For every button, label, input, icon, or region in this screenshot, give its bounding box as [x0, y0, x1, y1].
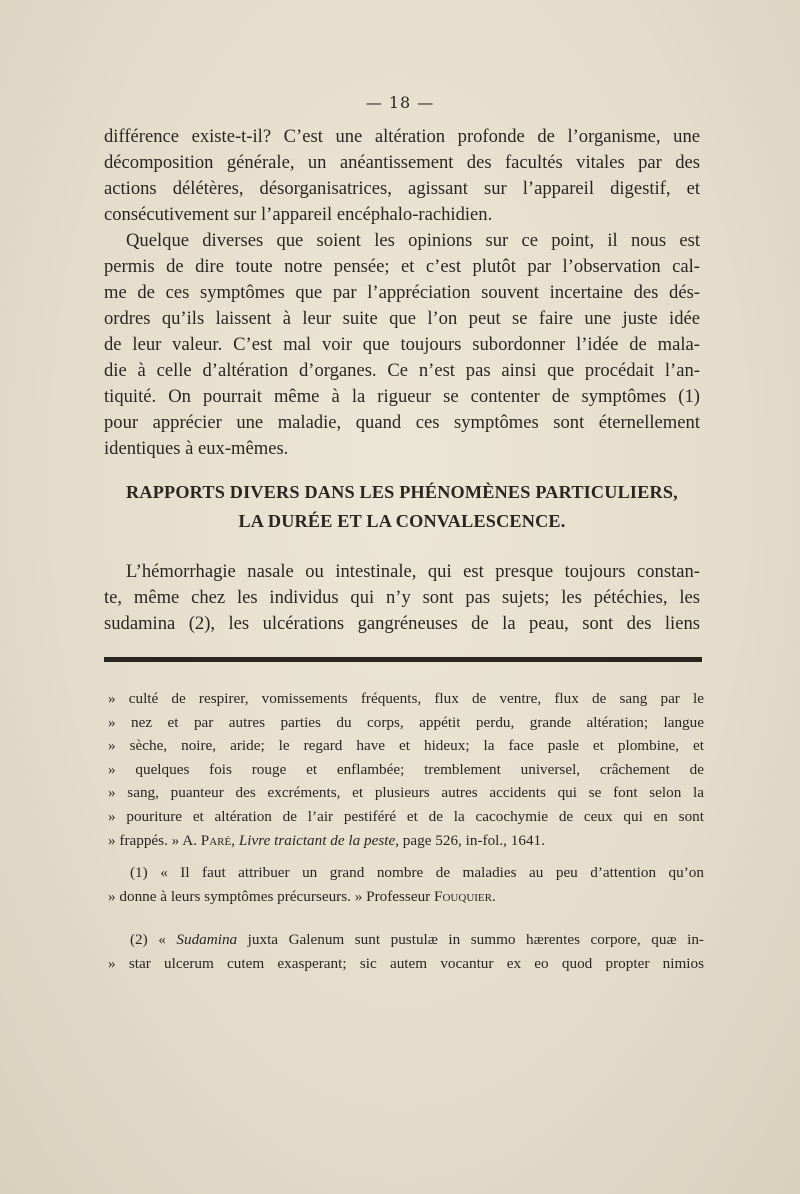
footnote-continuation-line: » pouriture et altération de l’air pestiféré et de la cacochymie de ceux qui en sont — [108, 807, 704, 825]
footnote-book-title: Livre traictant de la peste — [238, 831, 396, 849]
paragraph-2-line: ordres qu’ils laissent à leur suite que l’on peut se faire une juste idée — [104, 308, 700, 329]
section-heading — [104, 478, 700, 536]
footnote-last-sep: , — [231, 831, 239, 849]
footnote-2-marker: (2) « — [130, 931, 177, 948]
footnote-author-pare: Paré — [200, 831, 232, 849]
footnote-1 — [108, 861, 704, 908]
footnote-continuation-line: » culté de respirer, vomissements fréquents, flux de ventre, flux de sang par le — [108, 690, 704, 707]
footnote-continuation — [108, 687, 704, 829]
footnote-1-author: Fouquier — [434, 887, 492, 905]
paragraph-1-line: différence existe-t-il? C’est une altération profonde de l’organisme, une — [104, 126, 700, 147]
paragraph-2-line: die à celle d’altération d’organes. Ce n’est pas ainsi que procédait l’an- — [104, 360, 700, 381]
footnote-rule — [104, 657, 702, 662]
page-number: — 18 — — [365, 93, 435, 112]
paragraph-1 — [104, 124, 700, 228]
section-heading-line-2: LA DURÉE ET LA CONVALESCENCE. — [238, 511, 566, 531]
paragraph-2-line: tiquité. On pourrait même à la rigueur se contenter de symptômes (1) — [104, 386, 700, 407]
paragraph-3 — [104, 559, 700, 637]
footnote-1-end: . — [492, 887, 496, 905]
paragraph-2-line: identiques à eux-mêmes. — [104, 438, 289, 459]
footnote-2-line-1: juxta Galenum sunt pustulæ in summo hærentes corpore, quæ in- — [237, 931, 704, 948]
footnote-1-line-2: » donne à leurs symptômes précurseurs. » Professeur — [108, 887, 435, 905]
paragraph-1-line: actions délétères, désorganisatrices, agissant sur l’appareil digestif, et — [104, 178, 700, 199]
paragraph-3-line: sudamina (2), les ulcérations gangréneuses de la peau, sont des liens — [104, 613, 700, 634]
footnote-2-line-2: » star ulcerum cutem exasperant; sic autem vocantur ex eo quod propter nimios — [108, 954, 704, 972]
paragraph-3-line: L’hémorrhagie nasale ou intestinale, qui est presque toujours constan- — [126, 561, 700, 582]
footnote-continuation-line: » sang, puanteur des excréments, et plusieurs autres accidents qui se font selon la — [108, 784, 704, 802]
paragraph-1-line: consécutivement sur l’appareil encéphalo-rachidien. — [104, 204, 493, 225]
footnote-last-prefix: » frappés. » A. — [108, 831, 201, 849]
section-heading-line-1: RAPPORTS DIVERS DANS LES PHÉNOMÈNES PARTICULIERS, — [126, 482, 678, 502]
paragraph-2-line: Quelque diverses que soient les opinions sur ce point, il nous est — [126, 230, 700, 251]
paragraph-2-line: me de ces symptômes que par l’appréciation souvent incertaine des dés- — [104, 282, 700, 303]
paragraph-1-line: décomposition générale, un anéantissement des facultés vitales par des — [104, 152, 700, 173]
paragraph-3-line: te, même chez les individus qui n’y sont pas sujets; les pétéchies, les — [104, 587, 700, 608]
footnote-1-line-1: (1) « Il faut attribuer un grand nombre de maladies au peu d’attention qu’on — [130, 864, 704, 881]
footnote-continuation-last-line — [108, 829, 704, 853]
footnote-continuation-line: » quelques fois rouge et enflambée; tremblement universel, crâchement de — [108, 760, 704, 778]
footnote-2 — [108, 928, 704, 975]
footnote-last-suffix: , page 526, in-fol., 1641. — [395, 831, 545, 849]
paragraph-2-line: de leur valeur. C’est mal voir que toujours subordonner l’idée de mala- — [104, 334, 700, 355]
paragraph-2-line: permis de dire toute notre pensée; et c’est plutôt par l’observation cal- — [104, 256, 700, 277]
paragraph-2-line: pour apprécier une maladie, quand ces symptômes sont éternellement — [104, 412, 700, 433]
footnote-continuation-line: » nez et par autres parties du corps, appétit perdu, grande altération; langue — [108, 713, 704, 731]
footnote-2-term: Sudamina — [176, 931, 238, 948]
footnote-continuation-line: » sèche, noire, aride; le regard have et hideux; la face pasle et plombine, et — [108, 737, 704, 755]
paragraph-2 — [104, 228, 700, 462]
